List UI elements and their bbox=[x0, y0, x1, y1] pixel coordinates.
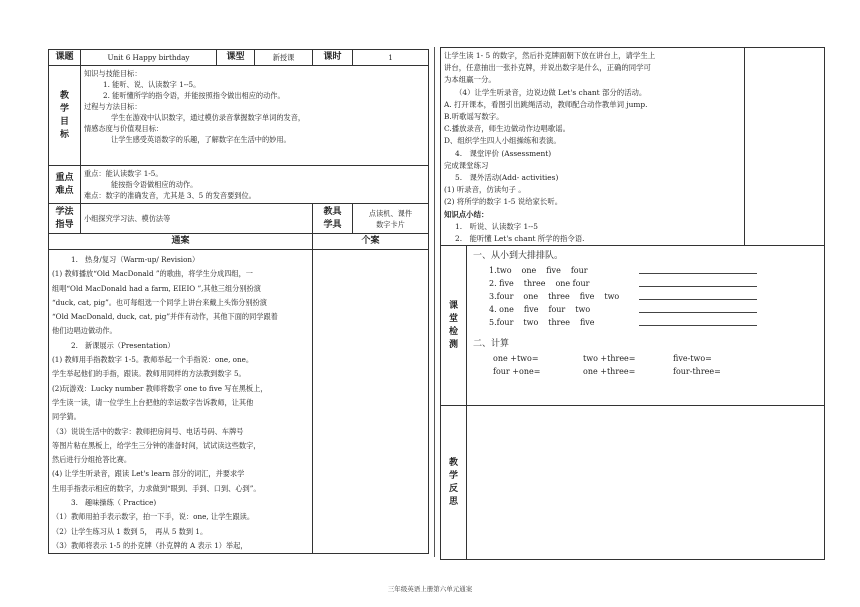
plan-line: (1) 教师播放“Old MacDonald ”的歌曲，将学生分成四组，一 bbox=[52, 269, 253, 279]
answer-blank[interactable] bbox=[639, 264, 757, 274]
plan-line: (1) 教师用手指教数字 1-5。教师举起一个手指说：one, one。 bbox=[52, 355, 254, 365]
number-word: five bbox=[546, 266, 561, 276]
number-word: one bbox=[523, 292, 539, 302]
plan-line: （2）让学生练习从 1 数到 5， 再从 5 数到 1。 bbox=[52, 526, 208, 536]
calculation-exercises bbox=[467, 352, 824, 378]
plan-line: 组唱“Old MacDonald had a farm, EIEIO ”,其他三组分别扮演 bbox=[52, 283, 261, 293]
plan-continued-body bbox=[441, 48, 745, 246]
number-word: three bbox=[523, 279, 546, 289]
number-word: 4. one bbox=[489, 305, 514, 315]
reflection-label: 教 学 反 思 bbox=[441, 406, 467, 560]
number-word: four bbox=[570, 266, 588, 276]
plan-line: (4) 让学生听录音，跟读 Let's learn 部分的词汇，并要求学 bbox=[52, 469, 245, 479]
number-word: 3.four bbox=[489, 292, 514, 302]
plan-line: 4. 课堂评价 (Assessment) bbox=[455, 148, 552, 158]
plan-line: A. 打开课本，看图引出跳绳活动，教师配合动作教单词 jump. bbox=[444, 99, 648, 109]
tools-value: 点读机、课件 数字卡片 bbox=[353, 204, 429, 234]
summary-title: 知识点小结： bbox=[444, 209, 489, 219]
plan-line: 5. 课外活动(Add- activities) bbox=[455, 173, 559, 183]
goals-line: 情感态度与价值观目标： bbox=[84, 124, 164, 133]
plan-line: （3）教师将表示 1-5 的扑克牌（扑克牌的 A 表示 1）举起， bbox=[52, 540, 248, 550]
answer-blank[interactable] bbox=[639, 316, 757, 326]
number-word: five bbox=[579, 318, 595, 328]
calculation-row bbox=[467, 365, 824, 378]
plan-line: 为本组赢一分。 bbox=[444, 75, 496, 85]
tools-label: 教具 学具 bbox=[313, 204, 353, 234]
plan-line: （3）说说生活中的数字：教师把房间号、电话号码、车牌号 bbox=[52, 426, 244, 436]
page-footer: 三年级英语上册第六单元通案 bbox=[387, 585, 473, 593]
ordering-item bbox=[467, 303, 824, 316]
ordering-item bbox=[467, 290, 824, 303]
plan-common-header: 通案 bbox=[49, 234, 313, 250]
ordering-item bbox=[467, 264, 824, 277]
plan-line: 2. 新课展示（Presentation） bbox=[71, 340, 175, 350]
calculation-item: two +three= bbox=[583, 354, 636, 364]
calculation-item: four-three= bbox=[673, 367, 721, 377]
goals-line: 过程与方法目标： bbox=[84, 102, 142, 111]
plan-common-body bbox=[49, 250, 313, 554]
calculation-item: one +two= bbox=[493, 354, 539, 364]
page-divider bbox=[434, 47, 435, 557]
key-point-line: 能按指令语做相应的动作。 bbox=[111, 180, 198, 189]
key-point-line: 重点：能认读数字 1-5。 bbox=[84, 169, 163, 178]
plan-line: “Old MacDonald, duck, cat, pig”并伴有动作，其他下面的同学跟着 bbox=[52, 312, 278, 322]
personal-column-right bbox=[745, 48, 825, 246]
check-section-title: 二、计算 bbox=[473, 339, 510, 350]
calculation-item: one +three= bbox=[583, 367, 636, 377]
left-lesson-table bbox=[48, 49, 429, 554]
period-label: 课时 bbox=[313, 50, 353, 66]
goals-line: 知识与技能目标： bbox=[84, 69, 142, 78]
plan-line: 3. 趣味操练（ Practice) bbox=[71, 498, 157, 508]
summary-line: 2. 能听懂 Let's chant 所学的指令语. bbox=[455, 234, 585, 244]
plan-line: （4）让学生听录音，边说边做 Let's chant 部分的活动。 bbox=[455, 87, 647, 97]
number-word: 1.two bbox=[489, 266, 512, 276]
plan-line: 学生举起他们的手指，跟读。教师用同样的方法教到数字 5。 bbox=[52, 369, 246, 379]
reflection-content bbox=[467, 406, 825, 560]
goals-line: 1. 能听、说、认读数字 1--5。 bbox=[103, 80, 201, 89]
plan-line: “duck, cat, pig”。也可每组选一个同学上讲台来戴上头饰分别扮演 bbox=[52, 297, 267, 307]
goals-line: 让学生感受英语数字的乐趣，了解数字在生活中的妙用。 bbox=[111, 135, 291, 144]
goals-label: 教 学 目 标 bbox=[49, 66, 81, 166]
plan-line: D、组织学生四人小组操练和表演。 bbox=[444, 136, 561, 146]
calculation-row bbox=[467, 352, 824, 365]
goals-content bbox=[81, 66, 429, 166]
summary-line: 1. 听说、认读数字 1--5 bbox=[455, 221, 538, 231]
number-word: two bbox=[604, 292, 620, 302]
check-section-title: 一、从小到大排排队。 bbox=[473, 251, 564, 262]
plan-line: (2)玩游戏：Lucky number 教师将数字 one to five 写在黑板上， bbox=[52, 383, 268, 393]
number-word: 2. five bbox=[489, 279, 514, 289]
number-word: four bbox=[548, 305, 566, 315]
number-word: three bbox=[548, 318, 570, 328]
number-word: five bbox=[523, 305, 539, 315]
number-word: three bbox=[548, 292, 570, 302]
ordering-item bbox=[467, 277, 824, 290]
number-word: five bbox=[579, 292, 595, 302]
lesson-type-label: 课型 bbox=[217, 50, 255, 66]
plan-line: 讲台，任意抽出一张扑克牌，并说出数字是什么，正确的同学可 bbox=[444, 63, 651, 73]
number-word: 5.four bbox=[489, 318, 514, 328]
classroom-check-content bbox=[467, 246, 825, 406]
answer-blank[interactable] bbox=[639, 290, 757, 300]
calculation-item: four +one= bbox=[493, 367, 541, 377]
plan-line: 同学猜。 bbox=[52, 412, 81, 422]
number-word: one four bbox=[555, 279, 590, 289]
goals-line: 学生在游戏中认识数字，通过模仿录音掌握数字单词的发音， bbox=[111, 113, 306, 122]
plan-line: (2) 将所学的数字 1-5 说给家长听。 bbox=[444, 197, 563, 207]
number-word: one bbox=[521, 266, 537, 276]
plan-line: 然后进行分组抢答比赛。 bbox=[52, 455, 132, 465]
plan-line: 1. 热身/复习（Warm-up/ Revision） bbox=[71, 255, 200, 264]
right-lesson-table bbox=[440, 47, 825, 560]
plan-personal-header: 个案 bbox=[313, 234, 429, 250]
key-points-content bbox=[81, 166, 429, 204]
ordering-exercises bbox=[467, 264, 824, 329]
classroom-check-label: 课 堂 检 测 bbox=[441, 246, 467, 406]
answer-blank[interactable] bbox=[639, 303, 757, 313]
method-label: 学法 指导 bbox=[49, 204, 81, 234]
goals-line: 2. 能听懂所学的指令语，并能按照指令做出相应的动作。 bbox=[103, 91, 285, 100]
plan-line: 学生读一读，请一位学生上台把他的幸运数字告诉教师，让其他 bbox=[52, 397, 254, 407]
key-points-label: 重点 难点 bbox=[49, 166, 81, 204]
plan-line: 生用手指表示相应的数字，力求做到“眼到、手到、口到、心到”。 bbox=[52, 483, 261, 493]
plan-line: 等图片粘在黑板上，给学生三分钟的准备时间，试试读这些数字， bbox=[52, 440, 261, 450]
lesson-title: Unit 6 Happy birthday bbox=[81, 50, 217, 66]
key-point-line: 难点：数字的准确发音，尤其是 3、5 的发音要到位。 bbox=[84, 191, 256, 200]
plan-line: C.播放录音，师生边做动作边唱歌谣。 bbox=[444, 124, 570, 134]
plan-line: 完成课堂练习 bbox=[444, 160, 489, 170]
method-value: 小组探究学习法、模仿法等 bbox=[81, 204, 313, 234]
period-value: 1 bbox=[353, 50, 429, 66]
plan-line: (1) 听录音，仿读句子 。 bbox=[444, 185, 526, 195]
plan-line: B.听歌谣写数字。 bbox=[444, 112, 504, 122]
plan-personal-body bbox=[313, 250, 429, 554]
calculation-item: five-two= bbox=[673, 354, 712, 364]
plan-line: （1）教师用拍手表示数字，拍一下手，说：one, 让学生跟读。 bbox=[52, 512, 255, 522]
lesson-type-value: 新授课 bbox=[255, 50, 313, 66]
plan-line: 让学生读 1- 5 的数字，然后扑克牌面朝下放在讲台上，请学生上 bbox=[444, 51, 656, 60]
plan-line: 他们边唱边做动作。 bbox=[52, 326, 117, 336]
lesson-label: 课题 bbox=[49, 50, 81, 66]
plan-continued-text bbox=[441, 50, 744, 209]
number-word: two bbox=[523, 318, 539, 328]
answer-blank[interactable] bbox=[639, 277, 757, 287]
ordering-item bbox=[467, 316, 824, 329]
number-word: two bbox=[575, 305, 591, 315]
